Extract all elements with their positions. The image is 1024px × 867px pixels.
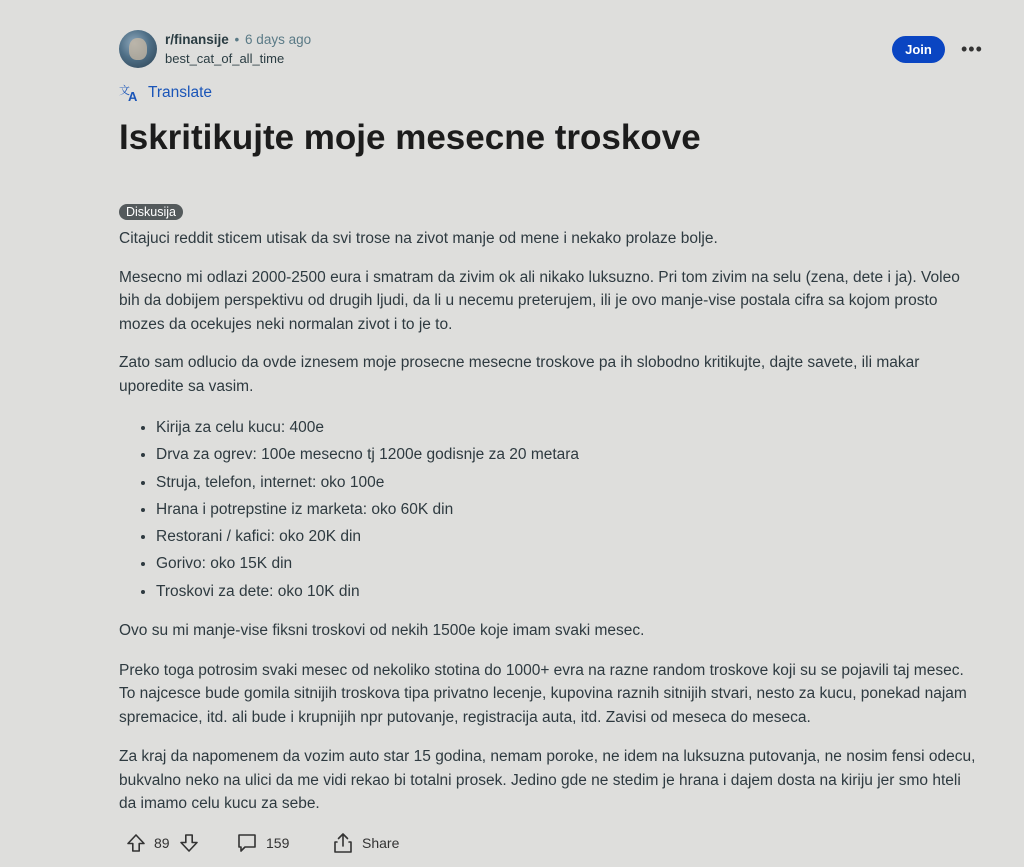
share-label: Share [362,835,400,851]
list-item: • Struja, telefon, internet: oko 100e [156,469,981,496]
post-header [119,28,981,72]
post-body [119,227,981,816]
list-item: • Troskovi za dete: oko 10K din [156,578,981,605]
share-button[interactable] [332,829,399,857]
vote-group [126,829,199,857]
list-item: • Hrana i potrepstine iz marketa: oko 60K din [156,496,981,523]
translate-link[interactable] [119,80,212,106]
comment-count: 159 [266,835,290,851]
subreddit-link[interactable]: r/finansije [165,32,229,47]
list-item: • Drva za ogrev: 100e mesecno tj 1200e godisnje za 20 metara [156,441,981,468]
comments-button[interactable] [236,829,289,857]
list-item: • Restorani / kafici: oko 20K din [156,523,981,550]
join-button[interactable]: Join [892,36,945,63]
share-icon [332,832,354,854]
paragraph-closing: Za kraj da napomenem da vozim auto star 15 godina, nemam poroke, ne idem na luksuzna putovanja, ne nosim fensi odecu, bukvalno neko na ulici da me vidi rekao bi totalni prosek. Jedino gde ne stedim je hrana i dajem dosta na kiriju jer smo hteli da imamo celu kucu za sebe. [119,748,976,813]
post-flair[interactable]: Diskusija [119,204,183,220]
svg-text:文: 文 [119,84,130,97]
meta-separator: • [234,32,240,47]
paragraph-intro: Citajuci reddit sticem utisak da svi trose na zivot manje od mene i nekako prolaze bolje. [119,230,718,247]
upvote-icon[interactable] [126,833,146,853]
post-age: 6 days ago [245,32,312,47]
expense-list [119,414,981,605]
post-title: Iskritikujte moje mesecne troskove [119,118,701,157]
paragraph-fixed: Ovo su mi manje-vise fiksni troskovi od nekih 1500e koje imam svaki mesec. [119,622,645,640]
list-item: • Gorivo: oko 15K din [156,550,981,577]
list-item: • Kirija za celu kucu: 400e [156,414,981,441]
paragraph-budget: Mesecno mi odlazi 2000-2500 eura i smatram da zivim ok ali nikako luksuzno. Pri tom zivim na selu (zena, dete i ja). Voleo bih da dobijem perspektivu od drugih ljudi, da li u necemu preterujem, ili je ovo manje-vise postala cifra sa kojom prosto mozes da ocekujes neki normalan zivot i to je to. [119,268,960,333]
downvote-icon[interactable] [179,833,199,853]
post [119,28,983,851]
post-meta [165,31,311,68]
svg-text:A: A [128,89,138,102]
post-actions [119,829,519,857]
paragraph-request: Zato sam odlucio da ovde iznesem moje prosecne mesecne troskove pa ih slobodno kritikujte, dajte savete, ili makar uporedite sa vasim. [119,354,920,395]
more-options-icon[interactable]: ••• [961,39,983,59]
translate-icon [119,84,141,102]
subreddit-avatar[interactable] [119,30,157,68]
vote-score: 89 [154,835,170,851]
author-link[interactable]: best_cat_of_all_time [165,51,285,66]
translate-label: Translate [148,84,213,101]
comment-icon [236,832,258,854]
paragraph-random: Preko toga potrosim svaki mesec od nekoliko stotina do 1000+ evra na razne random troskove koji su se pojavili taj mesec. To najcesce bude gomila sitnijih troskova tipa privatno lecenje, kupovina raznih sitnijih stvari, nesto za kucu, ponekad najam spremacice, itd. ali bude i krupnijih npr putovanje, registracija auta, itd. Zavisi od meseca do meseca. [119,661,967,726]
